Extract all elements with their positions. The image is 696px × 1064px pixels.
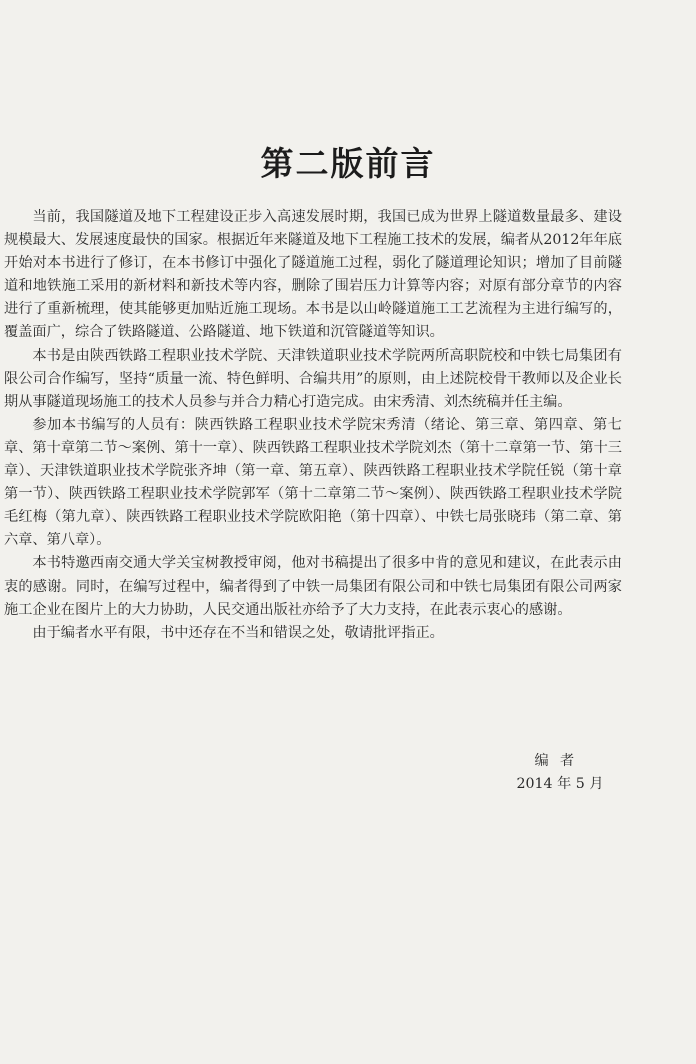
preface-body — [4, 206, 622, 645]
paragraph-4: 本书特邀西南交通大学关宝树教授审阅，他对书稿提出了很多中肯的意见和建议，在此表示由衷的感谢。同时，在编写过程中，编者得到了中铁一局集团有限公司和中铁七局集团有限公司两家施工企业在图片上的大力协助，人民交通出版社亦给予了大力支持，在此表示衷心的感谢。 — [4, 555, 622, 618]
paragraph-3: 参加本书编写的人员有：陕西铁路工程职业技术学院宋秀清（绪论、第三章、第四章、第七章、第十章第二节～案例、第十一章）、陕西铁路工程职业技术学院刘杰（第十二章第一节、第十三章）、天津铁道职业技术学院张齐坤（第一章、第五章）、陕西铁路工程职业技术学院任锐（第十章第一节）、陕西铁路工程职业技术学院郭军（第十二章第二节～案例）、陕西铁路工程职业技术学院毛红梅（第九章）、陕西铁路工程职业技术学院欧阳艳（第十四章）、中铁七局张晓玮（第二章、第六章、第八章）。 — [4, 416, 622, 549]
page-title: 第二版前言 — [260, 144, 436, 183]
paragraph-2: 本书是由陕西铁路工程职业技术学院、天津铁道职业技术学院两所高职院校和中铁七局集团有限公司合作编写，坚持“质量一流、特色鲜明、合编共用”的原则，由上述院校骨干教师以及企业长期从事隧道现场施工的技术人员参与并合力精心打造完成。由宋秀清、刘杰统稿并任主编。 — [4, 347, 622, 410]
signature-author: 编者 — [534, 753, 586, 769]
signature-date: 2014 年 5 月 — [516, 776, 604, 792]
paragraph-1: 当前，我国隧道及地下工程建设正步入高速发展时期，我国已成为世界上隧道数量最多、建设规模最大、发展速度最快的国家。根据近年来隧道及地下工程施工技术的发展，编者从2012年年底开始对本书进行了修订，在本书修订中强化了隧道施工过程，弱化了隧道理论知识；增加了目前隧道和地铁施工采用的新材料和新技术等内容，删除了围岩压力计算等内容；对原有部分章节的内容进行了重新梳理，使其能够更加贴近施工现场。本书是以山岭隧道施工工艺流程为主进行编写的，覆盖面广，综合了铁路隧道、公路隧道、地下铁道和沉管隧道等知识。 — [4, 209, 622, 341]
paragraph-5: 由于编者水平有限，书中还存在不当和错误之处，敬请批评指正。 — [32, 624, 444, 641]
